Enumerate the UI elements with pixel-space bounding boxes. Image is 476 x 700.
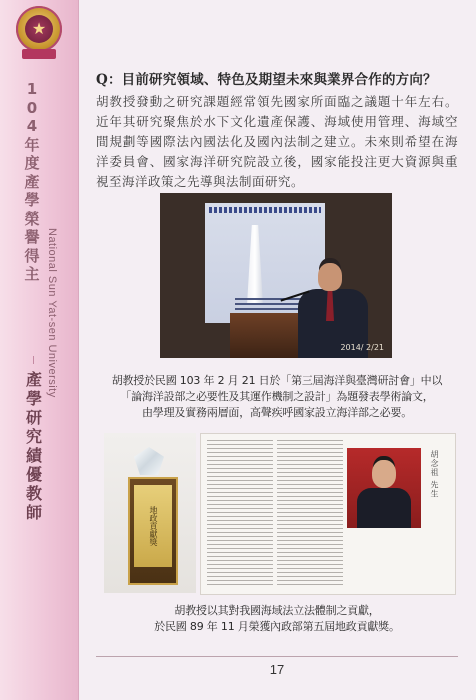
- caption-2-line-2: 於民國 89 年 11 月榮獲內政部第五屆地政貢獻獎。: [154, 620, 400, 633]
- award-plaque-photo: [104, 433, 196, 593]
- text-column: [207, 440, 273, 588]
- caption-1-line-2: 「論海洋設部之必要性及其運作機制之設計」為題發表學術論文，: [120, 390, 434, 403]
- footer-rule: [96, 656, 458, 657]
- text-column: [277, 440, 343, 588]
- conference-photo: [160, 193, 392, 358]
- divider: [33, 356, 34, 364]
- award-category: 產學研究績優教師: [25, 370, 42, 522]
- photo-date-stamp: 2014/ 2/21: [340, 343, 384, 352]
- award-title: 104年度產學榮譽得主: [24, 80, 40, 283]
- screen-title-bar: [209, 207, 321, 213]
- portrait-name: 胡念祖 先生: [430, 450, 439, 499]
- newspaper-clipping: [200, 433, 456, 595]
- caption-1-line-3: 由學理及實務兩層面，高聲疾呼國家設立海洋部之必要。: [142, 406, 412, 419]
- plaque-text: 地政貢獻獎: [134, 485, 172, 567]
- crystal-trophy-icon: [134, 447, 164, 475]
- answer-paragraph: 胡教授發動之研究課題經常領先國家所面臨之議題十年左右。近年其研究聚焦於水下文化遺產保護、海域使用管理、海域空間規劃等國際法內國法化及國內法制之建立。未來則希望在海洋委員會、國家海洋研究院設立後，國家能投注更大資源與重視至海洋政策之先導與法制面研究。: [96, 94, 458, 189]
- plaque-frame: [128, 477, 178, 585]
- speaker-head: [318, 263, 342, 291]
- portrait-body: [357, 488, 411, 528]
- caption-2-line-1: 胡教授以其對我國海域法立法體制之貢獻，: [174, 604, 380, 617]
- portrait-face: [372, 460, 396, 488]
- emblem-ribbon: [22, 49, 56, 59]
- portrait-photo: [347, 448, 421, 528]
- emblem-star: ★: [25, 15, 53, 43]
- award-emblem-icon: [16, 6, 62, 52]
- university-name: National Sun Yat-sen University: [46, 228, 58, 398]
- lighthouse-image: [247, 225, 263, 305]
- page-number: 17: [269, 662, 285, 677]
- screen-text-lines: [235, 298, 305, 312]
- sidebar-band: [0, 0, 79, 700]
- caption-1-line-1: 胡教授於民國 103 年 2 月 21 日於「第三屆海洋與臺灣研討會」中以: [111, 374, 443, 387]
- question-heading: Q：目前研究領域、特色及期望未來與業界合作的方向？: [96, 72, 437, 88]
